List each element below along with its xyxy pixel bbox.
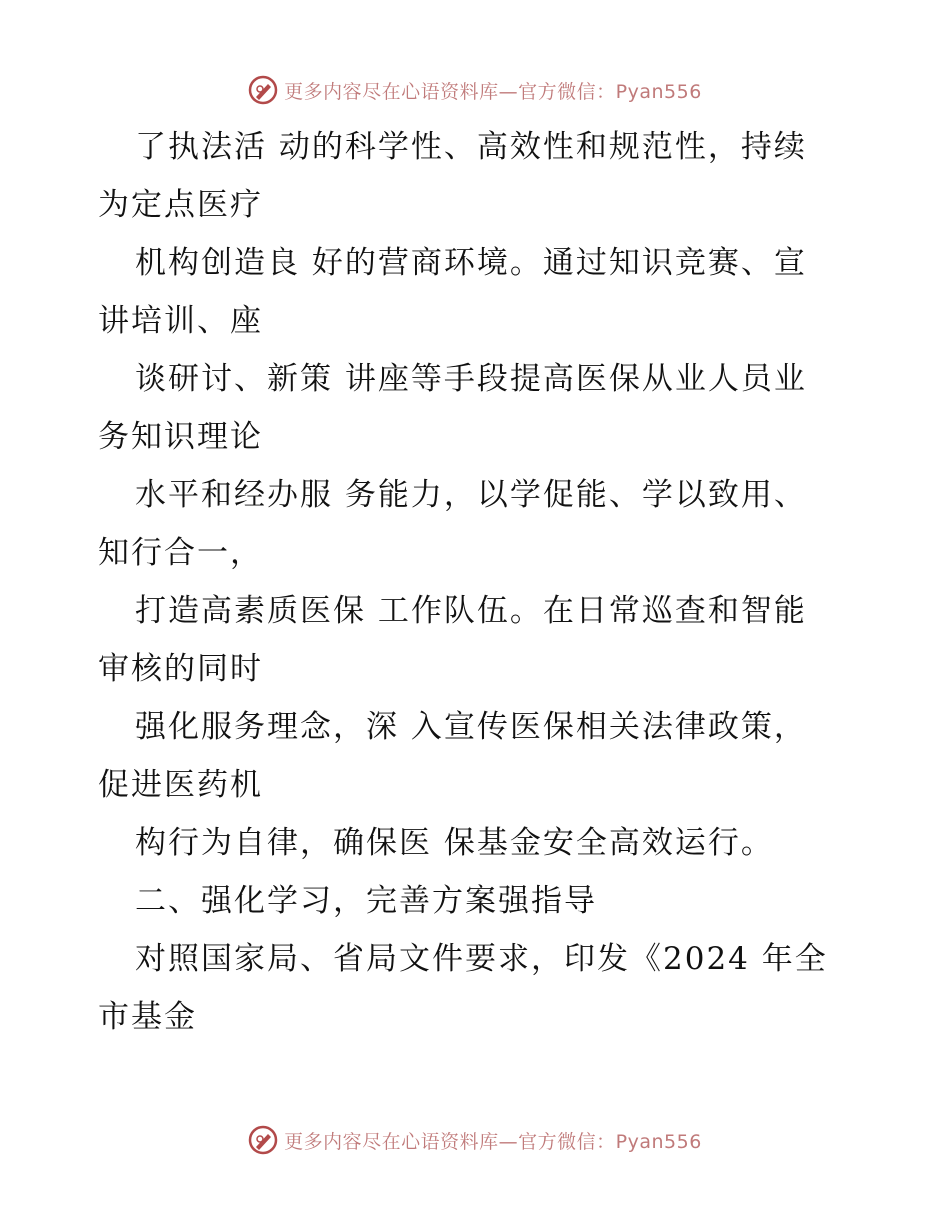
- paragraph-3-line-2: 务知识理论: [98, 419, 263, 455]
- paragraph-6-line-2: 促进医药机: [98, 767, 263, 803]
- watermark-text: 更多内容尽在心语资料库—官方微信：Pyan556: [284, 1130, 702, 1153]
- paragraph-6: [98, 698, 838, 814]
- paragraph-7: [98, 814, 838, 872]
- paragraph-8: [98, 930, 838, 1046]
- paragraph-3-line-1: 谈研讨、新策 讲座等手段提高医保从业人员业: [135, 361, 807, 397]
- paragraph-6-line-1: 强化服务理念，深 入宣传医保相关法律政策，: [135, 709, 807, 745]
- paragraph-5: [98, 582, 838, 698]
- paragraph-4: [98, 466, 838, 582]
- paragraph-3: [98, 350, 838, 466]
- paragraph-8-line-2: 市基金: [98, 999, 197, 1035]
- footer-watermark: [0, 1120, 950, 1160]
- paragraph-8-line-1: 对照国家局、省局文件要求，印发《2024 年全: [135, 941, 828, 977]
- document-body: [98, 118, 838, 1046]
- paragraph-5-line-2: 审核的同时: [98, 651, 263, 687]
- paragraph-1-line-1: 了执法活 动的科学性、高效性和规范性，持续: [135, 129, 807, 165]
- paragraph-1: [98, 118, 838, 234]
- paragraph-2-line-1: 机构创造良 好的营商环境。通过知识竞赛、宣: [135, 245, 807, 281]
- paragraph-2: [98, 234, 838, 350]
- paragraph-4-line-2: 知行合一，: [98, 535, 263, 571]
- paragraph-7-line-1: 构行为自律，确保医 保基金安全高效运行。: [135, 825, 774, 861]
- pen-seal-icon: [248, 1125, 278, 1155]
- paragraph-5-line-1: 打造高素质医保 工作队伍。在日常巡查和智能: [135, 593, 807, 629]
- paragraph-2-line-2: 讲培训、座: [98, 303, 263, 339]
- paragraph-1-line-2: 为定点医疗: [98, 187, 263, 223]
- pen-seal-icon: [248, 75, 278, 105]
- section-heading-text: 二、强化学习，完善方案强指导: [135, 883, 597, 919]
- watermark-text: 更多内容尽在心语资料库—官方微信：Pyan556: [284, 80, 702, 103]
- section-heading: [98, 872, 838, 930]
- paragraph-4-line-1: 水平和经办服 务能力，以学促能、学以致用、: [135, 477, 807, 513]
- header-watermark: [0, 70, 950, 110]
